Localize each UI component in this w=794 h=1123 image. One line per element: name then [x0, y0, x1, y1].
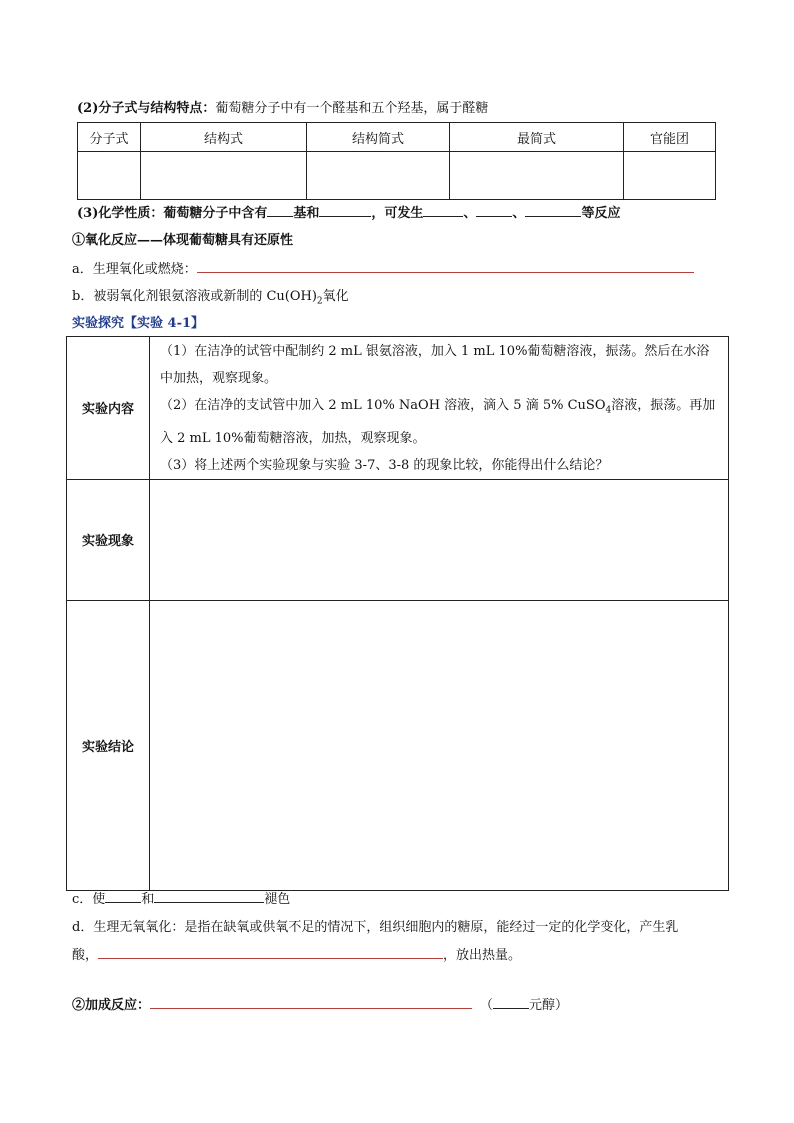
cell-functional-group[interactable] [624, 152, 716, 200]
item-b-line [72, 285, 349, 307]
content-line-1: （1）在洁净的试管中配制约 2 mL 银氨溶液，加入 1 mL 10%葡萄糖溶液，振荡。然后在水浴 [160, 344, 710, 359]
cell-condensed-formula[interactable] [307, 152, 450, 200]
phenomenon-cell[interactable] [150, 479, 729, 600]
cell-molecular-formula[interactable] [78, 152, 141, 200]
header-molecular-formula: 分子式 [78, 123, 141, 152]
section-2-title: (2)分子式与结构特点： [77, 101, 216, 116]
section-3-text-6: 等反应 [581, 206, 621, 221]
blank-reaction-1[interactable] [423, 204, 463, 217]
table-header-row [78, 123, 716, 152]
section-3-text-2: 基和 [293, 206, 320, 221]
addition-line [72, 994, 568, 1013]
header-empirical-formula: 最简式 [450, 123, 624, 152]
section-3-title: (3)化学性质： [77, 206, 164, 221]
section-2-heading [77, 97, 488, 116]
item-c-text-2: 和 [141, 892, 155, 907]
section-3-line [77, 202, 620, 221]
content-line-3-subscript: 4 [605, 405, 612, 416]
item-d-text-1: 酸， [72, 948, 99, 963]
item-b-end: 氧化 [322, 289, 349, 304]
item-a-blank[interactable] [197, 260, 694, 273]
blank-reaction-2[interactable] [476, 204, 512, 217]
header-condensed-formula: 结构简式 [307, 123, 450, 152]
item-c-blank-2[interactable] [154, 890, 264, 903]
blank-group-1[interactable] [267, 204, 293, 217]
item-b-subscript: 2 [316, 296, 323, 307]
addition-paren-text: 元醇） [529, 998, 569, 1013]
table-answer-row [78, 152, 716, 200]
addition-blank[interactable] [150, 996, 472, 1009]
item-c-text-1: c．使 [72, 892, 106, 907]
item-c-line [72, 888, 290, 907]
properties-table [77, 122, 716, 200]
oxidation-heading: ①氧化反应——体现葡萄糖具有还原性 [72, 233, 294, 248]
content-line-3 [160, 392, 720, 425]
addition-label: ②加成反应： [72, 998, 151, 1013]
experiment-phenomenon-row [67, 479, 729, 600]
conclusion-label: 实验结论 [67, 600, 150, 890]
header-functional-group: 官能团 [624, 123, 716, 152]
header-structural-formula: 结构式 [141, 123, 307, 152]
section-2-text: 葡萄糖分子中有一个醛基和五个羟基，属于醛糖 [215, 101, 489, 116]
content-cell [150, 337, 729, 480]
item-d-text-2: ，放出热量。 [443, 948, 522, 963]
content-line-3b: 溶液，振荡。再加 [611, 398, 716, 413]
item-d-line-2 [72, 944, 521, 963]
section-3-text-4: 、 [463, 206, 477, 221]
cell-empirical-formula[interactable] [450, 152, 624, 200]
item-a-line [72, 258, 694, 277]
item-d-blank[interactable] [98, 946, 443, 959]
experiment-title: 实验探究【实验 4-1】 [72, 316, 205, 331]
experiment-conclusion-row [67, 600, 729, 890]
content-line-3a: （2）在洁净的支试管中加入 2 mL 10% NaOH 溶液，滴入 5 滴 5% CuSO [160, 398, 606, 413]
blank-group-2[interactable] [319, 204, 371, 217]
phenomenon-label: 实验现象 [67, 479, 150, 600]
item-c-text-3: 褪色 [264, 892, 291, 907]
content-line-4: 入 2 mL 10%葡萄糖溶液，加热，观察现象。 [160, 430, 426, 446]
addition-number-blank[interactable] [493, 996, 529, 1009]
section-3-text-5: 、 [512, 206, 526, 221]
content-line-5: （3）将上述两个实验现象与实验 3-7、3-8 的现象比较，你能得出什么结论？ [160, 457, 609, 473]
section-3-text-3: ，可发生 [371, 206, 424, 221]
conclusion-cell[interactable] [150, 600, 729, 890]
item-d-line-1: d．生理无氧氧化：是指在缺氧或供氧不足的情况下，组织细胞内的糖原，能经过一定的化学变化，产生乳 [72, 920, 679, 935]
item-c-blank-1[interactable] [105, 890, 141, 903]
blank-reaction-3[interactable] [525, 204, 581, 217]
item-a-text: a．生理氧化或燃烧： [72, 262, 197, 277]
addition-paren-open: （ [480, 998, 494, 1013]
experiment-content-row [67, 337, 729, 480]
cell-structural-formula[interactable] [141, 152, 307, 200]
content-text [150, 337, 728, 479]
content-line-2: 中加热，观察现象。 [160, 371, 278, 386]
experiment-table [66, 336, 729, 891]
section-3-text-1: 葡萄糖分子中含有 [163, 206, 268, 221]
content-label: 实验内容 [67, 337, 150, 480]
item-b-text: b．被弱氧化剂银氨溶液或新制的 Cu(OH) [72, 289, 317, 304]
